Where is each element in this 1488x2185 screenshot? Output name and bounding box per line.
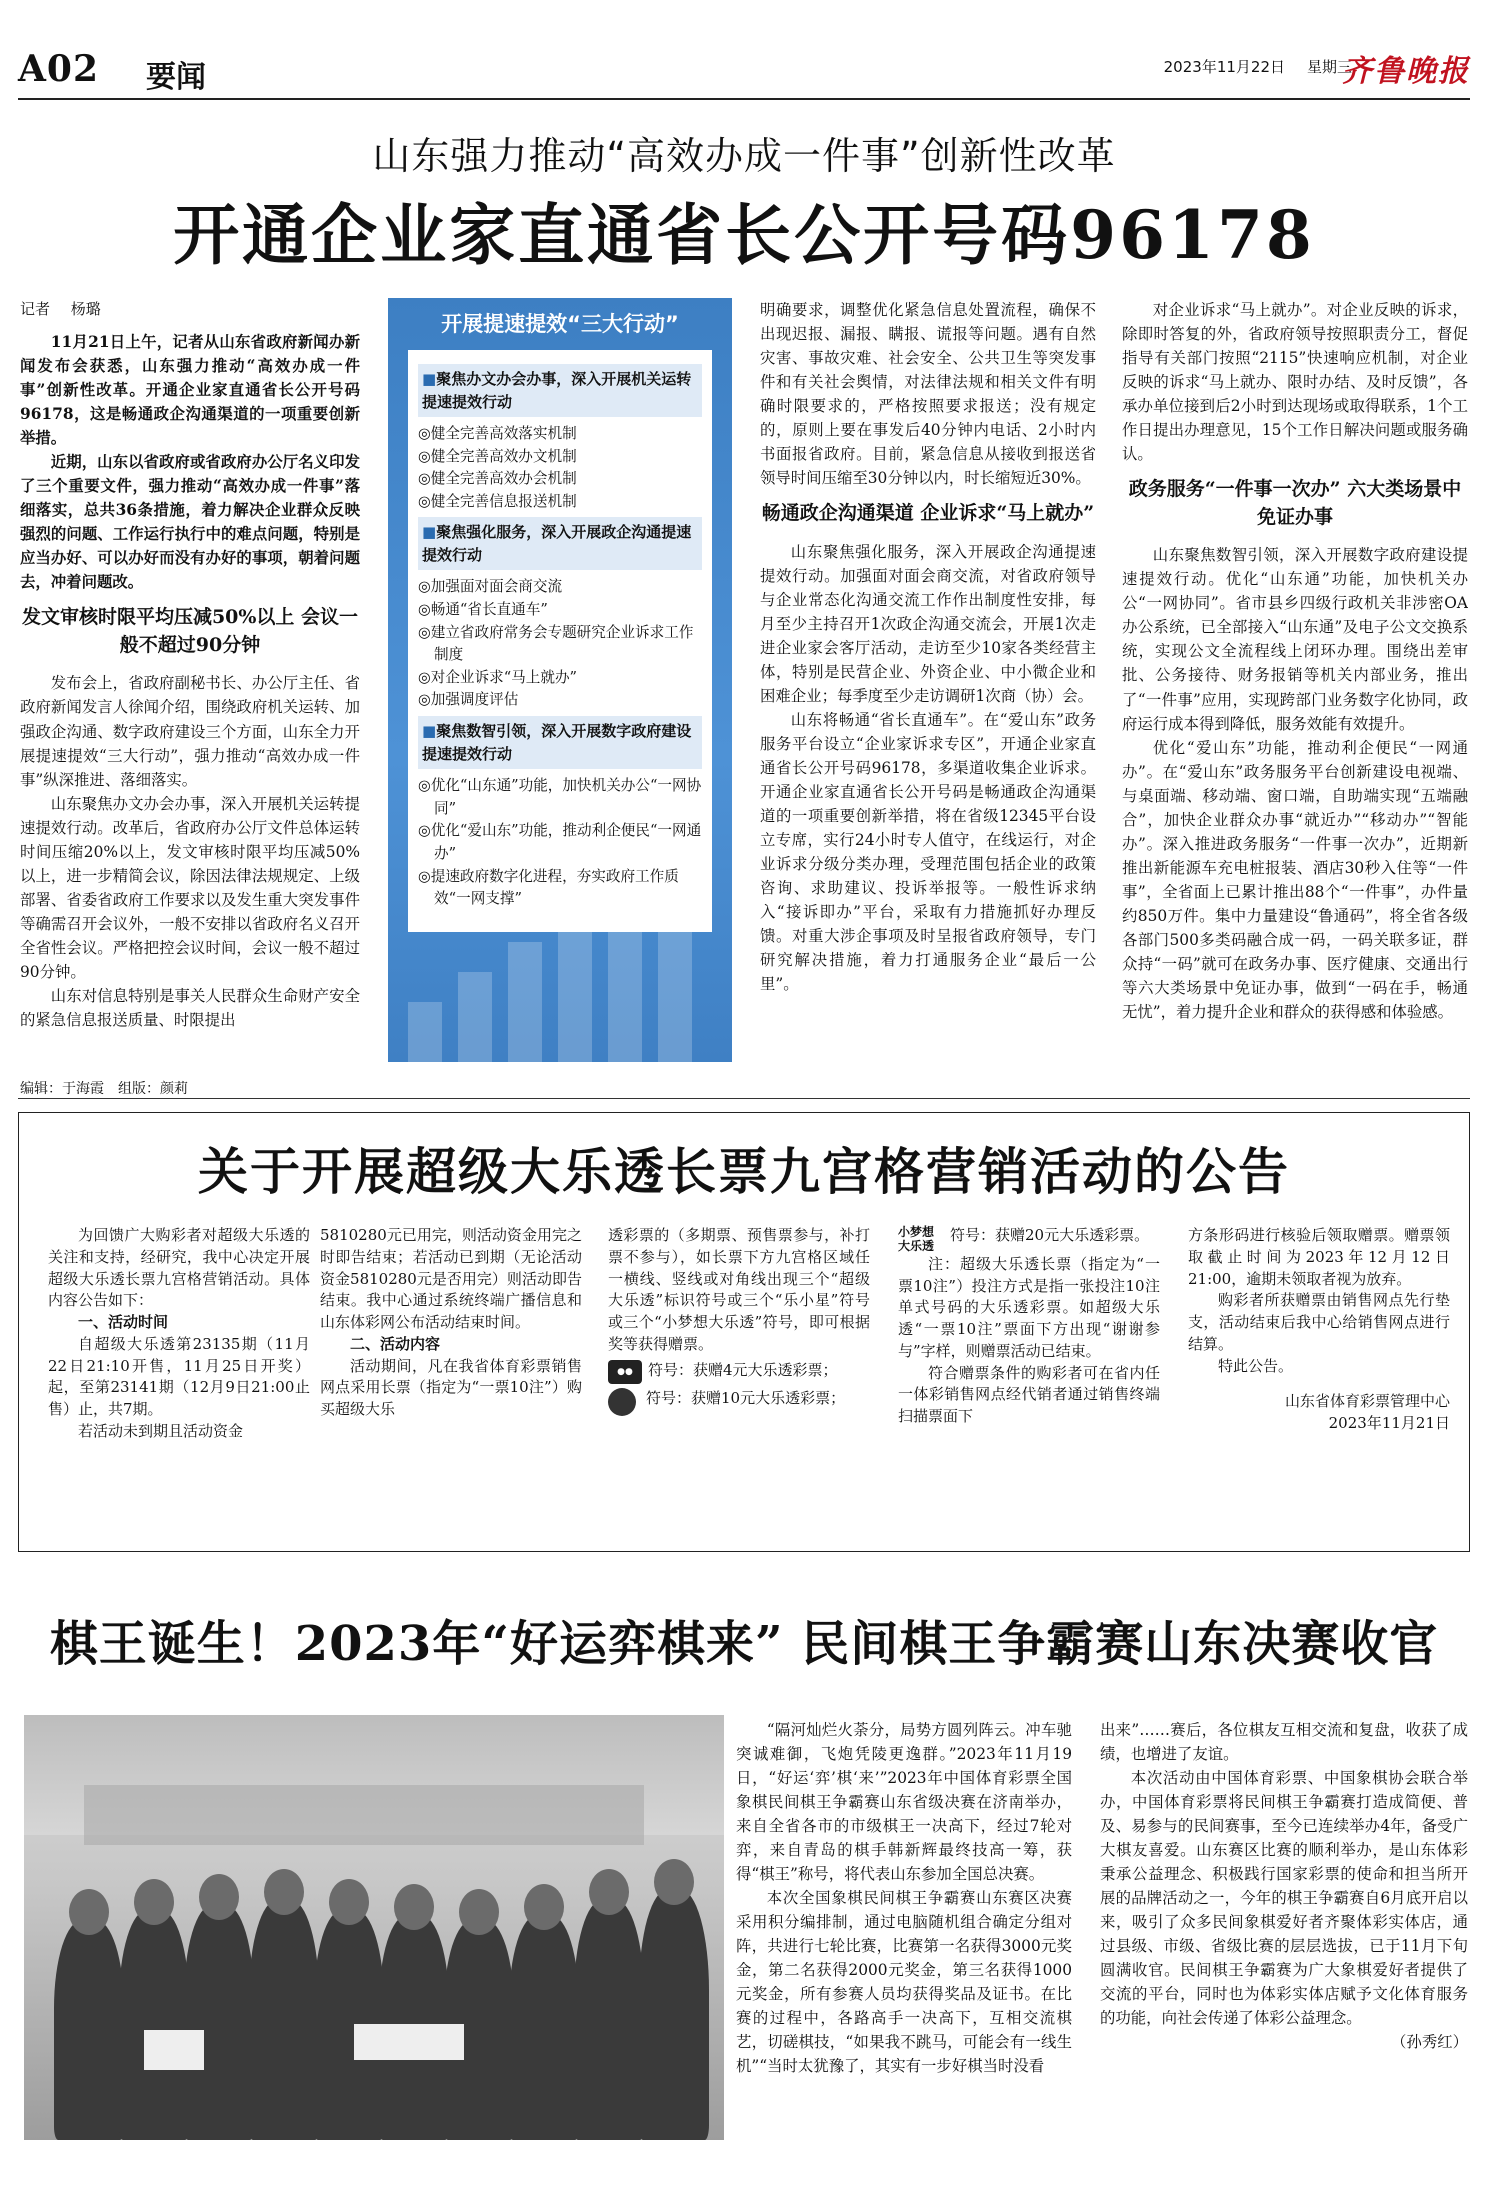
chess-headline: 棋王诞生！2023年“好运弈棋来” 民间棋王争霸赛山东决赛收官 [49, 1616, 1439, 1672]
symbol-row [898, 1225, 1160, 1254]
group-photo [24, 1715, 724, 2140]
author-credit: （孙秀红） [1391, 2033, 1468, 2052]
symbol-row [608, 1360, 870, 1384]
section-divider [18, 1098, 1470, 1099]
sidebar-item: ◎健全完善信息报送机制 [418, 492, 577, 510]
notice-heading: 一、活动时间 [78, 1313, 169, 1331]
notice-title: 关于开展超级大乐透长票九宫格营销活动的公告 [198, 1142, 1290, 1201]
symbol-row [608, 1388, 870, 1416]
sidebar-item: ◎建立省政府常务会专题研究企业诉求工作制度 [418, 623, 694, 664]
issuer-date: 2023年11月21日 [1328, 1414, 1450, 1432]
paragraph: 特此公告。 [1218, 1356, 1294, 1375]
paragraph: 本次全国象棋民间棋王争霸赛山东赛区决赛采用积分编排制，通过电脑随机组合确定分组对阵，共进行七轮比赛，比赛第一名获得3000元奖金，第二名获得2000元奖金，第三名获得1000元奖金，所有参赛人员均获得奖品及证书。在比赛的过程中，各路高手一决高下，互相交流棋艺，切磋棋技，“如果我不跳马，可能会有一线生机”“当时太犹豫了，其实有一步好棋当时没看 [736, 1889, 1072, 2076]
paragraph: 优化“爱山东”功能，推动利企便民“一网通办”。在“爱山东”政务服务平台创新建设电视端、与桌面端、移动端、窗口端，自助端实现“五端融合”，加快企业群众办事“就近办”“移动办”“智能办”。深入推进政务服务“一件事一次办”，近期新推出新能源车充电桩报装、酒店30秒入住等“一件事”，全省面上已累计推出88个“一件事”，办件量约850万件。集中力量建设“鲁通码”，将全省各级各部门500多类码融合成一码，一码关联多证，群众持“一码”就可在政务办事、医疗健康、交通出行等六大类场景中免证办事，做到“一码在手，畅通无忧”，着力提升企业和群众的获得感和体验感。 [1122, 738, 1468, 1021]
editor-credit: 编辑：于海霞 组版：颜莉 [20, 1081, 188, 1097]
paragraph: 发布会上，省政府副秘书长、办公厅主任、省政府新闻发言人徐闻介绍，围绕政府机关运转、加强政企沟通、数字政府建设三个方面，山东全力开展提速提效“三大行动”，强力推动“高效办成一件事”纵深推进、落细落实。 [20, 674, 360, 789]
issue-weekday: 星期三 [1306, 58, 1352, 76]
paragraph: 山东将畅通“省长直通车”。在“爱山东”政务服务平台设立“企业家诉求专区”，开通企业家直通省长公开号码96178，多渠道收集企业诉求。开通企业家直通省长公开号码是畅通政企沟通渠道的一项重要创新举措，将在省级12345平台设立专席，实行24小时专人值守，在线运行，对企业诉求分级分类办理，受理范围包括企业的政策咨询、求助建议、投诉举报等。一般性诉求纳入“接诉即办”平台，采取有力措施抓好办理反馈。对重大涉企事项及时呈报省政府领导，专门研究解决措施，着力打通服务企业“最后一公里”。 [760, 711, 1096, 994]
sidebar-section-heading: ■聚焦数智引领，深入开展数字政府建设提速提效行动 [418, 716, 702, 769]
paragraph: 山东对信息特别是事关人民群众生命财产安全的紧急信息报送质量、时限提出 [20, 986, 360, 1029]
paragraph: 注：超级大乐透长票（指定为“一票10注”）投注方式是指一张投注10注单式号码的大乐透彩票。如超级大乐透“一票10注”票面下方出现“谢谢参与”字样，则赠票活动已结束。 [898, 1254, 1160, 1360]
notice-column-3 [608, 1225, 870, 1545]
sidebar-item: ◎优化“山东通”功能，加快机关办公“一网协同” [418, 777, 702, 817]
symbol-description: 符号：获赠10元大乐透彩票； [646, 1388, 846, 1407]
notice-column-4 [898, 1225, 1160, 1545]
lead-column-1 [20, 330, 360, 1065]
sidebar-item: ◎对企业诉求“马上就办” [418, 668, 578, 686]
sidebar-item: ◎健全完善高效办文机制 [418, 447, 577, 465]
symbol-description: 符号：获赠20元大乐透彩票。 [950, 1226, 1150, 1244]
page-number: A02 [18, 48, 100, 90]
mascot-icon [608, 1388, 636, 1416]
paragraph: 透彩票的（多期票、预售票参与，补打票不参与），如长票下方九宫格区域任一横线、竖线或对角线出现三个“超级大乐透”标识符号或三个“乐小星”符号或三个“小梦想大乐透”符号，即可根据奖等获得赠票。 [608, 1226, 870, 1353]
newspaper-logo: 齐鲁晚报 [1342, 54, 1470, 89]
subheading: 发文审核时限平均压减50%以上 会议一般不超过90分钟 [21, 606, 359, 656]
paragraph: 为回馈广大购彩者对超级大乐透的关注和支持，经研究，我中心决定开展超级大乐透长票九宫格营销活动。具体内容公告如下： [48, 1226, 310, 1310]
notice-heading: 二、活动内容 [350, 1334, 441, 1353]
issue-date: 2023年11月22日 [1163, 58, 1285, 76]
lead-kicker: 山东强力推动“高效办成一件事”创新性改革 [372, 134, 1116, 178]
paragraph: 本次活动由中国体育彩票、中国象棋协会联合举办，中国体育彩票将民间棋王争霸赛打造成简便、普及、易参与的民间赛事，至今已连续举办4年，备受广大棋友喜爱。山东赛区比赛的顺利举办，是山东体彩秉承公益理念、积极践行国家彩票的使命和担当所开展的品牌活动之一，今年的棋王争霸赛自6月底开启以来，吸引了众多民间象棋爱好者齐聚体彩实体店，通过县级、市级、省级比赛的层层选拔，已于11月下旬圆满收官。民间棋王争霸赛为广大象棋爱好者提供了交流的平台，同时也为体彩实体店赋予文化体育服务的功能，向社会传递了体彩公益理念。 [1100, 1769, 1468, 2028]
square-icon: ■ [422, 722, 437, 741]
paragraph: 11月21日上午，记者从山东省政府新闻办新闻发布会获悉，山东强力推动“高效办成一件事”创新性改革。开通企业家直通省长公开号码96178，这是畅通政企沟通渠道的一项重要创新举措。 [20, 333, 360, 448]
square-icon: ■ [422, 523, 437, 542]
three-actions-sidebar [388, 298, 732, 1062]
sidebar-list [408, 350, 712, 932]
sidebar-item: ◎健全完善高效落实机制 [418, 425, 577, 442]
subheading: 政务服务“一件事一次办” 六大类场景中免证办事 [1128, 478, 1462, 528]
notice-column-2 [320, 1225, 582, 1545]
lottery-logo-icon: ●● [608, 1360, 642, 1384]
sidebar-item: ◎健全完善高效办会机制 [418, 470, 577, 488]
square-icon: ■ [422, 370, 437, 388]
subheading: 畅通政企沟通渠道 企业诉求“马上就办” [761, 502, 1095, 525]
byline [20, 298, 101, 319]
byline-label: 记者 [20, 300, 51, 318]
paragraph: 出来”……赛后，各位棋友互相交流和复盘，收获了成绩，也增进了友谊。 [1100, 1721, 1468, 1764]
sidebar-title: 开展提速提效“三大行动” [441, 312, 679, 336]
paragraph: 山东聚焦办文办会办事，深入开展机关运转提速提效行动。改革后，省政府办公厅文件总体运转时间压缩20%以上，发文审核时限平均压减50%以上，进一步精简会议，除因法律法规规定、上级部署、省委省政府工作要求以及发生重大突发事件等确需召开会议外，一般不安排以省政府名义召开全省性会议。严格把控会议时间，会议一般不超过90分钟。 [20, 794, 360, 981]
sidebar-item: ◎加强调度评估 [418, 691, 519, 709]
paragraph: 自超级大乐透第23135期（11月22日21:10开售，11月25日开奖）起，至第23141期（12月9日21:00止售）止，共7期。 [48, 1334, 310, 1418]
paragraph: 方条形码进行核验后领取赠票。赠票领取截止时间为2023年12月12日21:00，逾期未领取者视为放弃。 [1188, 1226, 1450, 1288]
notice-column-5 [1188, 1225, 1450, 1545]
lead-column-3 [760, 298, 1096, 1068]
sidebar-item: ◎加强面对面会商交流 [418, 578, 563, 596]
paragraph: 明确要求，调整优化紧急信息处置流程，确保不出现迟报、漏报、瞒报、谎报等问题。遇有自然灾害、事故灾难、社会安全、公共卫生等突发事件和有关社会舆情，对法律法规和相关文件有明确时限要求的，严格按照要求报送；没有规定的，原则上要在事发后40分钟内电话、2小时内书面报省政府。目前，紧急信息从接收到报送省领导时间压缩至30分钟以内，时长缩短近30%。 [760, 301, 1096, 488]
paragraph: 山东聚焦强化服务，深入开展政企沟通提速提效行动。加强面对面会商交流，对省政府领导与企业常态化沟通交流工作作出制度性安排，每月至少主持召开1次政企沟通交流会，开展1次走进企业家会客厅活动，走访至少10家各类经营主体，特别是民营企业、外资企业、中小微企业和困难企业；每季度至少走访调研1次商（协）会。 [760, 542, 1096, 705]
paragraph: 山东聚焦数智引领，深入开展数字政府建设提速提效行动。优化“山东通”功能，加快机关办公“一网协同”。省市县乡四级行政机关非涉密OA办公系统，已全部接入“山东通”及电子公文交换系统，实现公文全流程线上闭环办理。围绕出差审批、公务接待、财务报销等机关内部业务，推出了“一件事”应用，实现跨部门业务数字化协同，政府运行成本得到降低，服务效能有效提升。 [1122, 546, 1468, 733]
paragraph: 近期，山东以省政府或省政府办公厅名义印发了三个重要文件，强力推动“高效办成一件事”落细落实，总共36条措施，着力解决企业群众反映强烈的问题、工作运行执行中的难点问题，特别是应当办好、可以办好而没有办好的事项，朝着问题去，冲着问题改。 [20, 453, 360, 592]
sidebar-item: ◎畅通“省长直通车” [418, 601, 548, 619]
chess-column-1 [736, 1718, 1072, 2158]
issuer-name: 山东省体育彩票管理中心 [1284, 1392, 1450, 1411]
paragraph: 活动期间，凡在我省体育彩票销售网点采用长票（指定为“一票10注”）购买超级大乐 [320, 1356, 582, 1418]
paragraph: 若活动未到期且活动资金 [78, 1421, 244, 1440]
sidebar-section-heading: ■聚焦强化服务，深入开展政企沟通提速提效行动 [418, 517, 702, 570]
lead-column-4 [1122, 298, 1468, 1068]
paragraph: 符合赠票条件的购彩者可在省内任一体彩销售网点经代销者通过销售终端扫描票面下 [898, 1363, 1160, 1426]
notice-column-1 [48, 1225, 310, 1545]
sidebar-section-heading: ■聚焦办文办会办事，深入开展机关运转提速提效行动 [418, 364, 702, 417]
small-dream-logo: 小梦想大乐透 [898, 1225, 935, 1254]
paragraph: 对企业诉求“马上就办”。对企业反映的诉求，除即时答复的外，省政府领导按照职责分工，督促指导有关部门按照“2115”快速响应机制，对企业反映的诉求“马上就办、限时办结、及时反馈”，各承办单位接到后2小时到达现场或取得联系，1个工作日提出办理意见，15个工作日解决问题或服务确认。 [1122, 301, 1468, 464]
chess-column-2 [1100, 1718, 1468, 2168]
sidebar-item: ◎提速政府数字化进程，夯实政府工作质效“一网支撑” [418, 867, 679, 908]
paragraph: 5810280元已用完，则活动资金用完之时即告结束；若活动已到期（无论活动资金5810280元是否用完）则活动即告结束。我中心通过系统终端广播信息和山东体彩网公布活动结束时间。 [320, 1226, 582, 1331]
sidebar-item: ◎优化“爱山东”功能，推动利企便民“一网通办” [418, 822, 702, 862]
byline-name: 杨璐 [70, 300, 101, 318]
paragraph: “隔河灿烂火荼分，局势方圆列阵云。冲车驰突诚难御，飞炮凭陵更逸群。”2023年11月19日，“好运‘弈’棋‘来’”2023年中国体育彩票全国象棋民间棋王争霸赛山东省级决赛在济南举办，来自全省各市的市级棋王一决高下，经过7轮对弈，来自青岛的棋手韩新辉最终技高一筹，获得“棋王”称号，将代表山东参加全国总决赛。 [736, 1721, 1072, 1884]
masthead [18, 48, 1470, 100]
symbol-description: 符号：获赠4元大乐透彩票； [648, 1360, 838, 1379]
lead-headline: 开通企业家直通省长公开号码96178 [173, 196, 1315, 274]
paragraph: 购彩者所获赠票由销售网点先行垫支，活动结束后我中心给销售网点进行结算。 [1188, 1291, 1450, 1353]
lottery-notice [18, 1112, 1470, 1552]
section-name: 要闻 [146, 60, 206, 95]
